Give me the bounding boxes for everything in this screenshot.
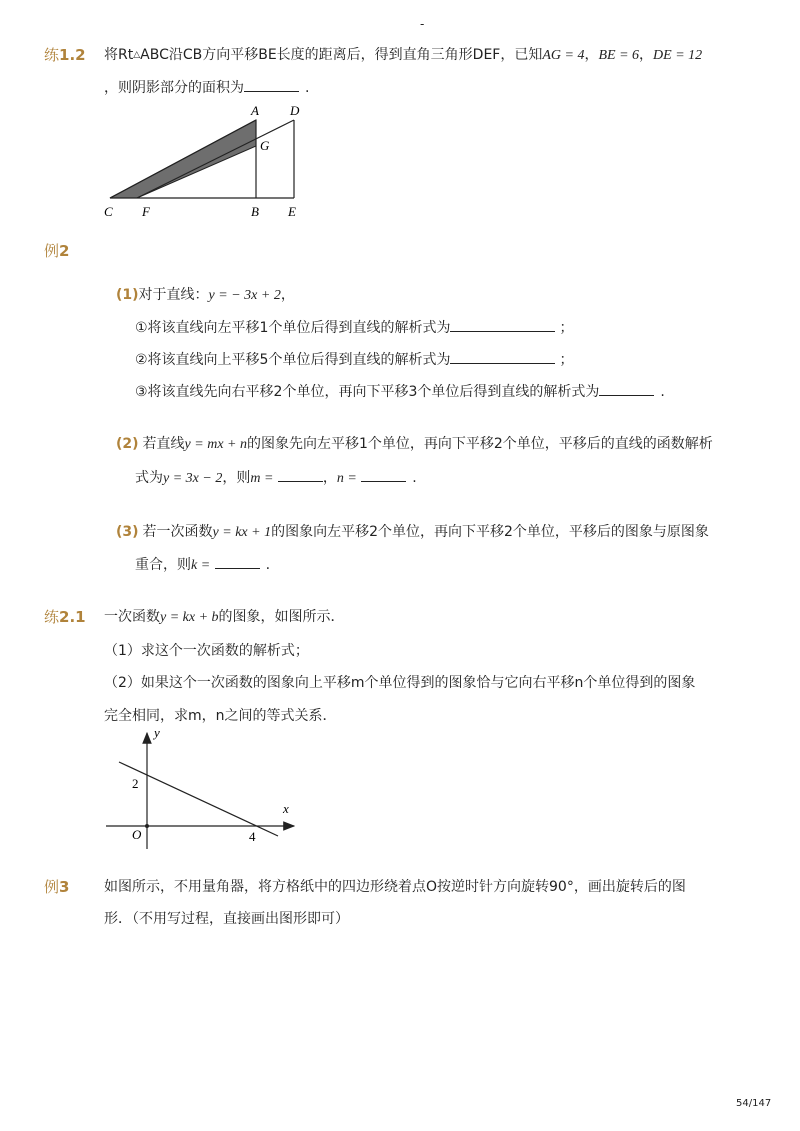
page-number: 54/147 — [736, 1098, 772, 1109]
example-2-part3-line2: 重合，则k = . — [135, 557, 271, 573]
example-3-line2: 形．（不用写过程，直接画出图形即可） — [104, 911, 349, 927]
answer-blank[interactable] — [450, 319, 555, 332]
answer-blank[interactable] — [215, 556, 260, 569]
edge-ca — [110, 120, 256, 198]
origin-point — [145, 824, 149, 828]
example-2-q2: ②将该直线向上平移5个单位后得到直线的解析式为 ； — [135, 352, 574, 368]
label-a: A — [251, 103, 259, 118]
answer-blank[interactable] — [450, 351, 555, 364]
translated-triangle-figure — [98, 100, 313, 225]
example-3-line1: 如图所示，不用量角器，将方格纸中的四边形绕着点O按逆时针方向旋转90°，画出旋转后的图 — [104, 879, 686, 895]
exercise-2-1-q2-line2: 完全相同，求m，n之间的等式关系． — [104, 708, 337, 724]
exercise-2-1-q2-line1: （2）如果这个一次函数的图象向上平移m个单位得到的图象恰与它向右平移n个单位得到的图象 — [104, 675, 696, 691]
edge-fd — [137, 120, 294, 198]
linear-function-graph — [100, 725, 305, 855]
example-2-part1: (1)对于直线：y = − 3x + 2， — [116, 287, 295, 303]
example-2-q3: ③将该直线先向右平移2个单位，再向下平移3个单位后得到直线的解析式为 . — [135, 384, 665, 400]
exercise-2-1-label: 练2.1 — [44, 608, 86, 626]
exercise-1-2-line2: ，则阴影部分的面积为 . — [104, 80, 310, 96]
label-e: E — [288, 204, 296, 219]
answer-blank[interactable] — [361, 469, 406, 482]
function-line — [119, 762, 278, 836]
origin-label: O — [132, 827, 142, 842]
example-2-label: 例2 — [44, 242, 70, 260]
exercise-2-1-intro: 一次函数y = kx + b的图象，如图所示． — [104, 609, 345, 625]
x-axis-label: x — [283, 801, 289, 816]
answer-blank[interactable] — [599, 383, 654, 396]
header-mark: - — [420, 17, 425, 31]
label-d: D — [290, 103, 300, 118]
example-2-q1: ①将该直线向左平移1个单位后得到直线的解析式为 ； — [135, 320, 574, 336]
example-2-part3: (3) 若一次函数y = kx + 1的图象向左平移2个单位，再向下平移2个单位，平移后的图象与原图象 — [116, 524, 709, 540]
y-axis-label: y — [154, 725, 160, 740]
y-intercept-label: 2 — [132, 776, 139, 791]
example-3-label: 例3 — [44, 878, 70, 896]
label-f: F — [142, 204, 150, 219]
exercise-2-1-q1: （1）求这个一次函数的解析式； — [104, 643, 309, 659]
answer-blank[interactable] — [278, 469, 323, 482]
example-2-part2: (2) 若直线y = mx + n的图象先向左平移1个单位，再向下平移2个单位，平移后的直线的函数解析 — [116, 436, 713, 452]
label-g: G — [260, 138, 270, 153]
x-intercept-label: 4 — [249, 829, 256, 844]
answer-blank[interactable] — [244, 79, 299, 92]
example-2-part2-line2: 式为y = 3x − 2，则m = ，n = . — [135, 470, 417, 486]
label-b: B — [251, 204, 259, 219]
label-c: C — [104, 204, 113, 219]
exercise-1-2-label: 练1.2 — [44, 46, 86, 64]
exercise-1-2-line1: 将Rt△ABC沿CB方向平移BE长度的距离后，得到直角三角形DEF，已知AG = 4，BE = 6，DE = 12 — [104, 47, 703, 63]
